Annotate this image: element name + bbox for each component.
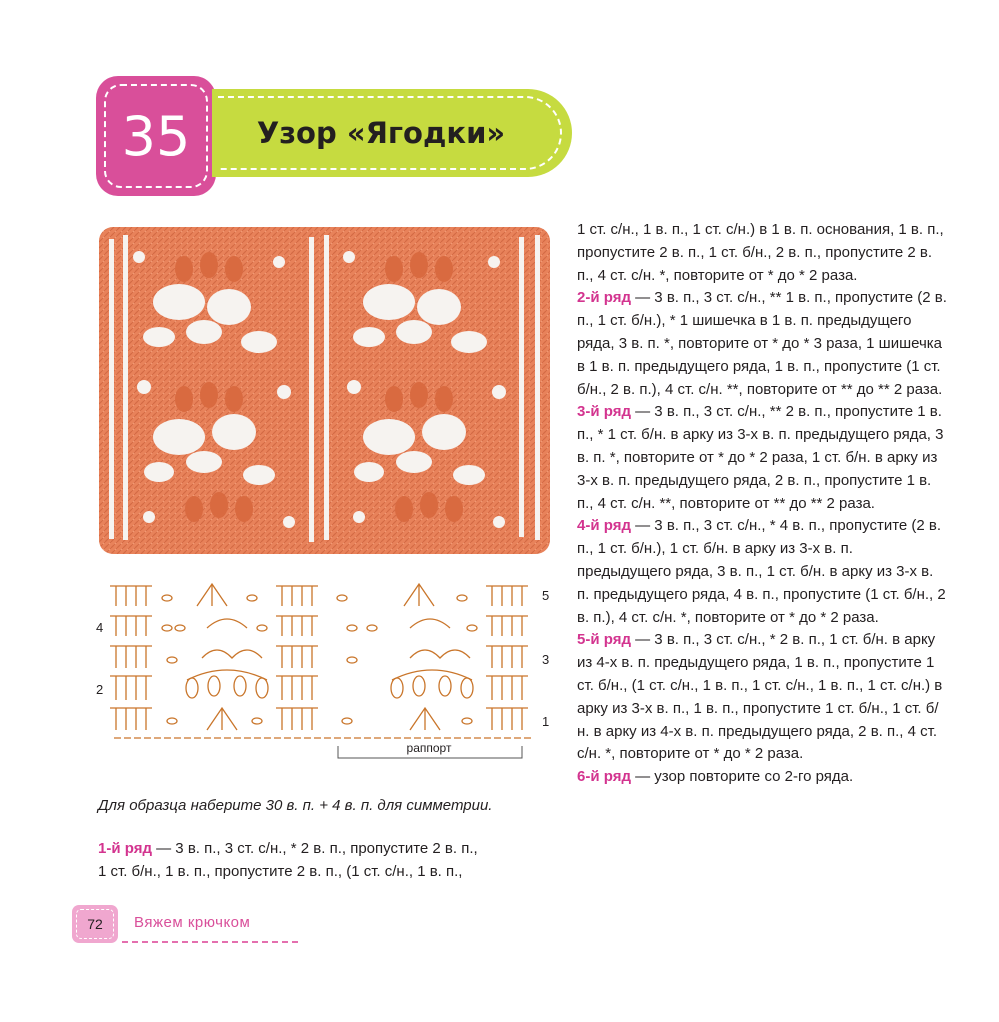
chart-row-2 [110, 670, 528, 700]
footer-dashed-line [122, 941, 298, 943]
row1-text-a: — 3 в. п., 3 ст. с/н., * 2 в. п., пропустите 2 в. п., [151, 840, 478, 857]
rapport-label: раппорт [406, 741, 452, 755]
instructions-right [577, 219, 947, 789]
crochet-chart-drawing [92, 576, 562, 766]
row1-line1 [98, 838, 528, 861]
row2-paragraph [577, 287, 947, 401]
chart-row-label-1: 1 [542, 714, 550, 729]
chart-row-4 [110, 616, 528, 636]
crochet-chart [92, 576, 562, 766]
chart-row-5 [110, 584, 528, 606]
row3-text: — 3 в. п., 3 ст. с/н., ** 2 в. п., пропустите 1 в. п., * 1 ст. б/н. в арку из 3-х в. п. предыдущего ряда, 3 в. п. *, повторите от * до * 2 раза, 1 ст. б/н. в арку из 3-х в. п. предыдущего ряда, 2 в. п., пропустите 1 в. п., 4 ст. с/н. **, повторите от ** до ** 2 раза. [577, 403, 944, 512]
row6-text: — узор повторите со 2-го ряда. [630, 768, 854, 786]
title-banner [212, 89, 572, 177]
row2-text: — 3 в. п., 3 ст. с/н., ** 1 в. п., пропустите (2 в. п., 1 ст. б/н.), * 1 шишечка в 1 в. п. предыдущего ряда, 3 в. п. *, повторите от * до * 3 раза, 1 шишечка в 1 в. п. предыдущего ряда, 1 в. п., пропустите (1 ст. б/н., 2 в. п.), 4 ст. с/н. **, повторите от ** до ** 2 раза. [577, 289, 947, 398]
intro-text: Для образца наберите 30 в. п. + 4 в. п. для симметрии. [98, 797, 493, 814]
row4-text: — 3 в. п., 3 ст. с/н., * 4 в. п., пропустите (2 в. п., 1 ст. б/н.), 1 ст. б/н. в арку из 3-х в. п. предыдущего ряда, 3 в. п., 1 ст. б/н. в арку из 3-х в. п. предыдущего ряда, 4 в. п., пропустите (1 ст. б/н., 2 в. п.), 4 ст. с/н. *, повторите от * до * 2 раза. [577, 517, 946, 626]
footer-book-title: Вяжем крючком [134, 914, 251, 931]
row1-label: 1-й ряд [98, 840, 152, 857]
row2-label: 2-й ряд [577, 289, 631, 307]
chart-row-label-3: 3 [542, 652, 550, 667]
chart-row-1 [110, 708, 528, 730]
crochet-sample-image [99, 227, 550, 554]
row6-label: 6-й ряд [577, 768, 631, 786]
row5-label: 5-й ряд [577, 631, 631, 649]
row3-paragraph [577, 401, 947, 515]
row4-paragraph [577, 515, 947, 629]
chart-row-label-5: 5 [542, 588, 550, 603]
page-number-badge [72, 905, 118, 943]
chart-row-3 [110, 646, 528, 668]
instructions-left [98, 838, 528, 884]
chart-row-label-2: 2 [96, 682, 104, 697]
row1-continuation: 1 ст. с/н., 1 в. п., 1 ст. с/н.) в 1 в. п. основания, 1 в. п., пропустите 2 в. п., 1 ст. б/н., 2 в. п., пропустите 2 в. п., 4 ст. с/н. *, повторите от * до * 2 раза. [577, 221, 944, 284]
row5-text: — 3 в. п., 3 ст. с/н., * 2 в. п., 1 ст. б/н. в арку из 4-х в. п. предыдущего ряда, 1 в. п., пропустите 1 ст. б/н., (1 ст. с/н., 1 в. п., 1 ст. с/н., 1 в. п., 1 ст. с/н.) в арку из 3-х в. п., 1 в. п., пропустите 1 ст. б/н., 1 ст. б/н. в арку из 4-х в. п. предыдущего ряда, 2 в. п., 4 ст. с/н. *, повторите от * до * 2 раза. [577, 631, 943, 763]
row3-label: 3-й ряд [577, 403, 631, 421]
pattern-number: 35 [104, 84, 208, 188]
row5-paragraph [577, 629, 947, 766]
row1-text-b: 1 ст. б/н., 1 в. п., пропустите 2 в. п., (1 ст. с/н., 1 в. п., [98, 862, 463, 880]
row6-paragraph [577, 766, 947, 789]
page-number: 72 [76, 909, 114, 939]
page-title: Узор «Ягодки» [256, 116, 506, 150]
row4-label: 4-й ряд [577, 517, 631, 535]
pattern-photo [99, 227, 550, 554]
chart-row-label-4: 4 [96, 620, 104, 635]
pattern-number-badge [96, 76, 216, 196]
